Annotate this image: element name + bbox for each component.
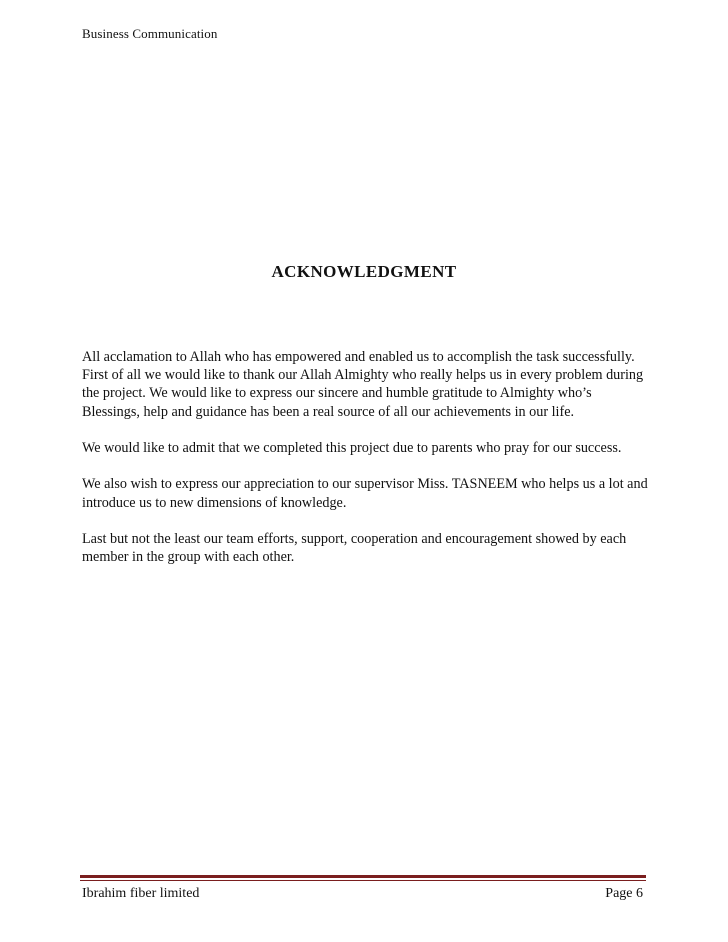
footer-divider [80, 875, 646, 878]
body-text [82, 348, 648, 585]
page-title: ACKNOWLEDGMENT [271, 262, 457, 281]
running-header: Business Communication [82, 26, 218, 41]
footer-divider-thin [80, 880, 646, 881]
footer-company-name: Ibrahim fiber limited [82, 886, 200, 901]
paragraph-parents: We would like to admit that we completed this project due to parents who pray for our success. [82, 440, 622, 456]
footer-page-number: Page 6 [605, 886, 643, 901]
paragraph-supervisor: We also wish to express our appreciation to our supervisor Miss. TASNEEM who helps us a lot and introduce us to new dimensions of knowledge. [82, 476, 648, 511]
paragraph-acclamation: All acclamation to Allah who has empowered and enabled us to accomplish the task successfully. First of all we would like to thank our Allah Almighty who really helps us in every problem during the project. We would like to express our sincere and humble gratitude to Almighty who’s Blessings, help and guidance has been a real source of all our achievements in our life. [82, 349, 644, 420]
paragraph-team: Last but not the least our team efforts, support, cooperation and encouragement showed by each member in the group with each other. [82, 530, 627, 566]
